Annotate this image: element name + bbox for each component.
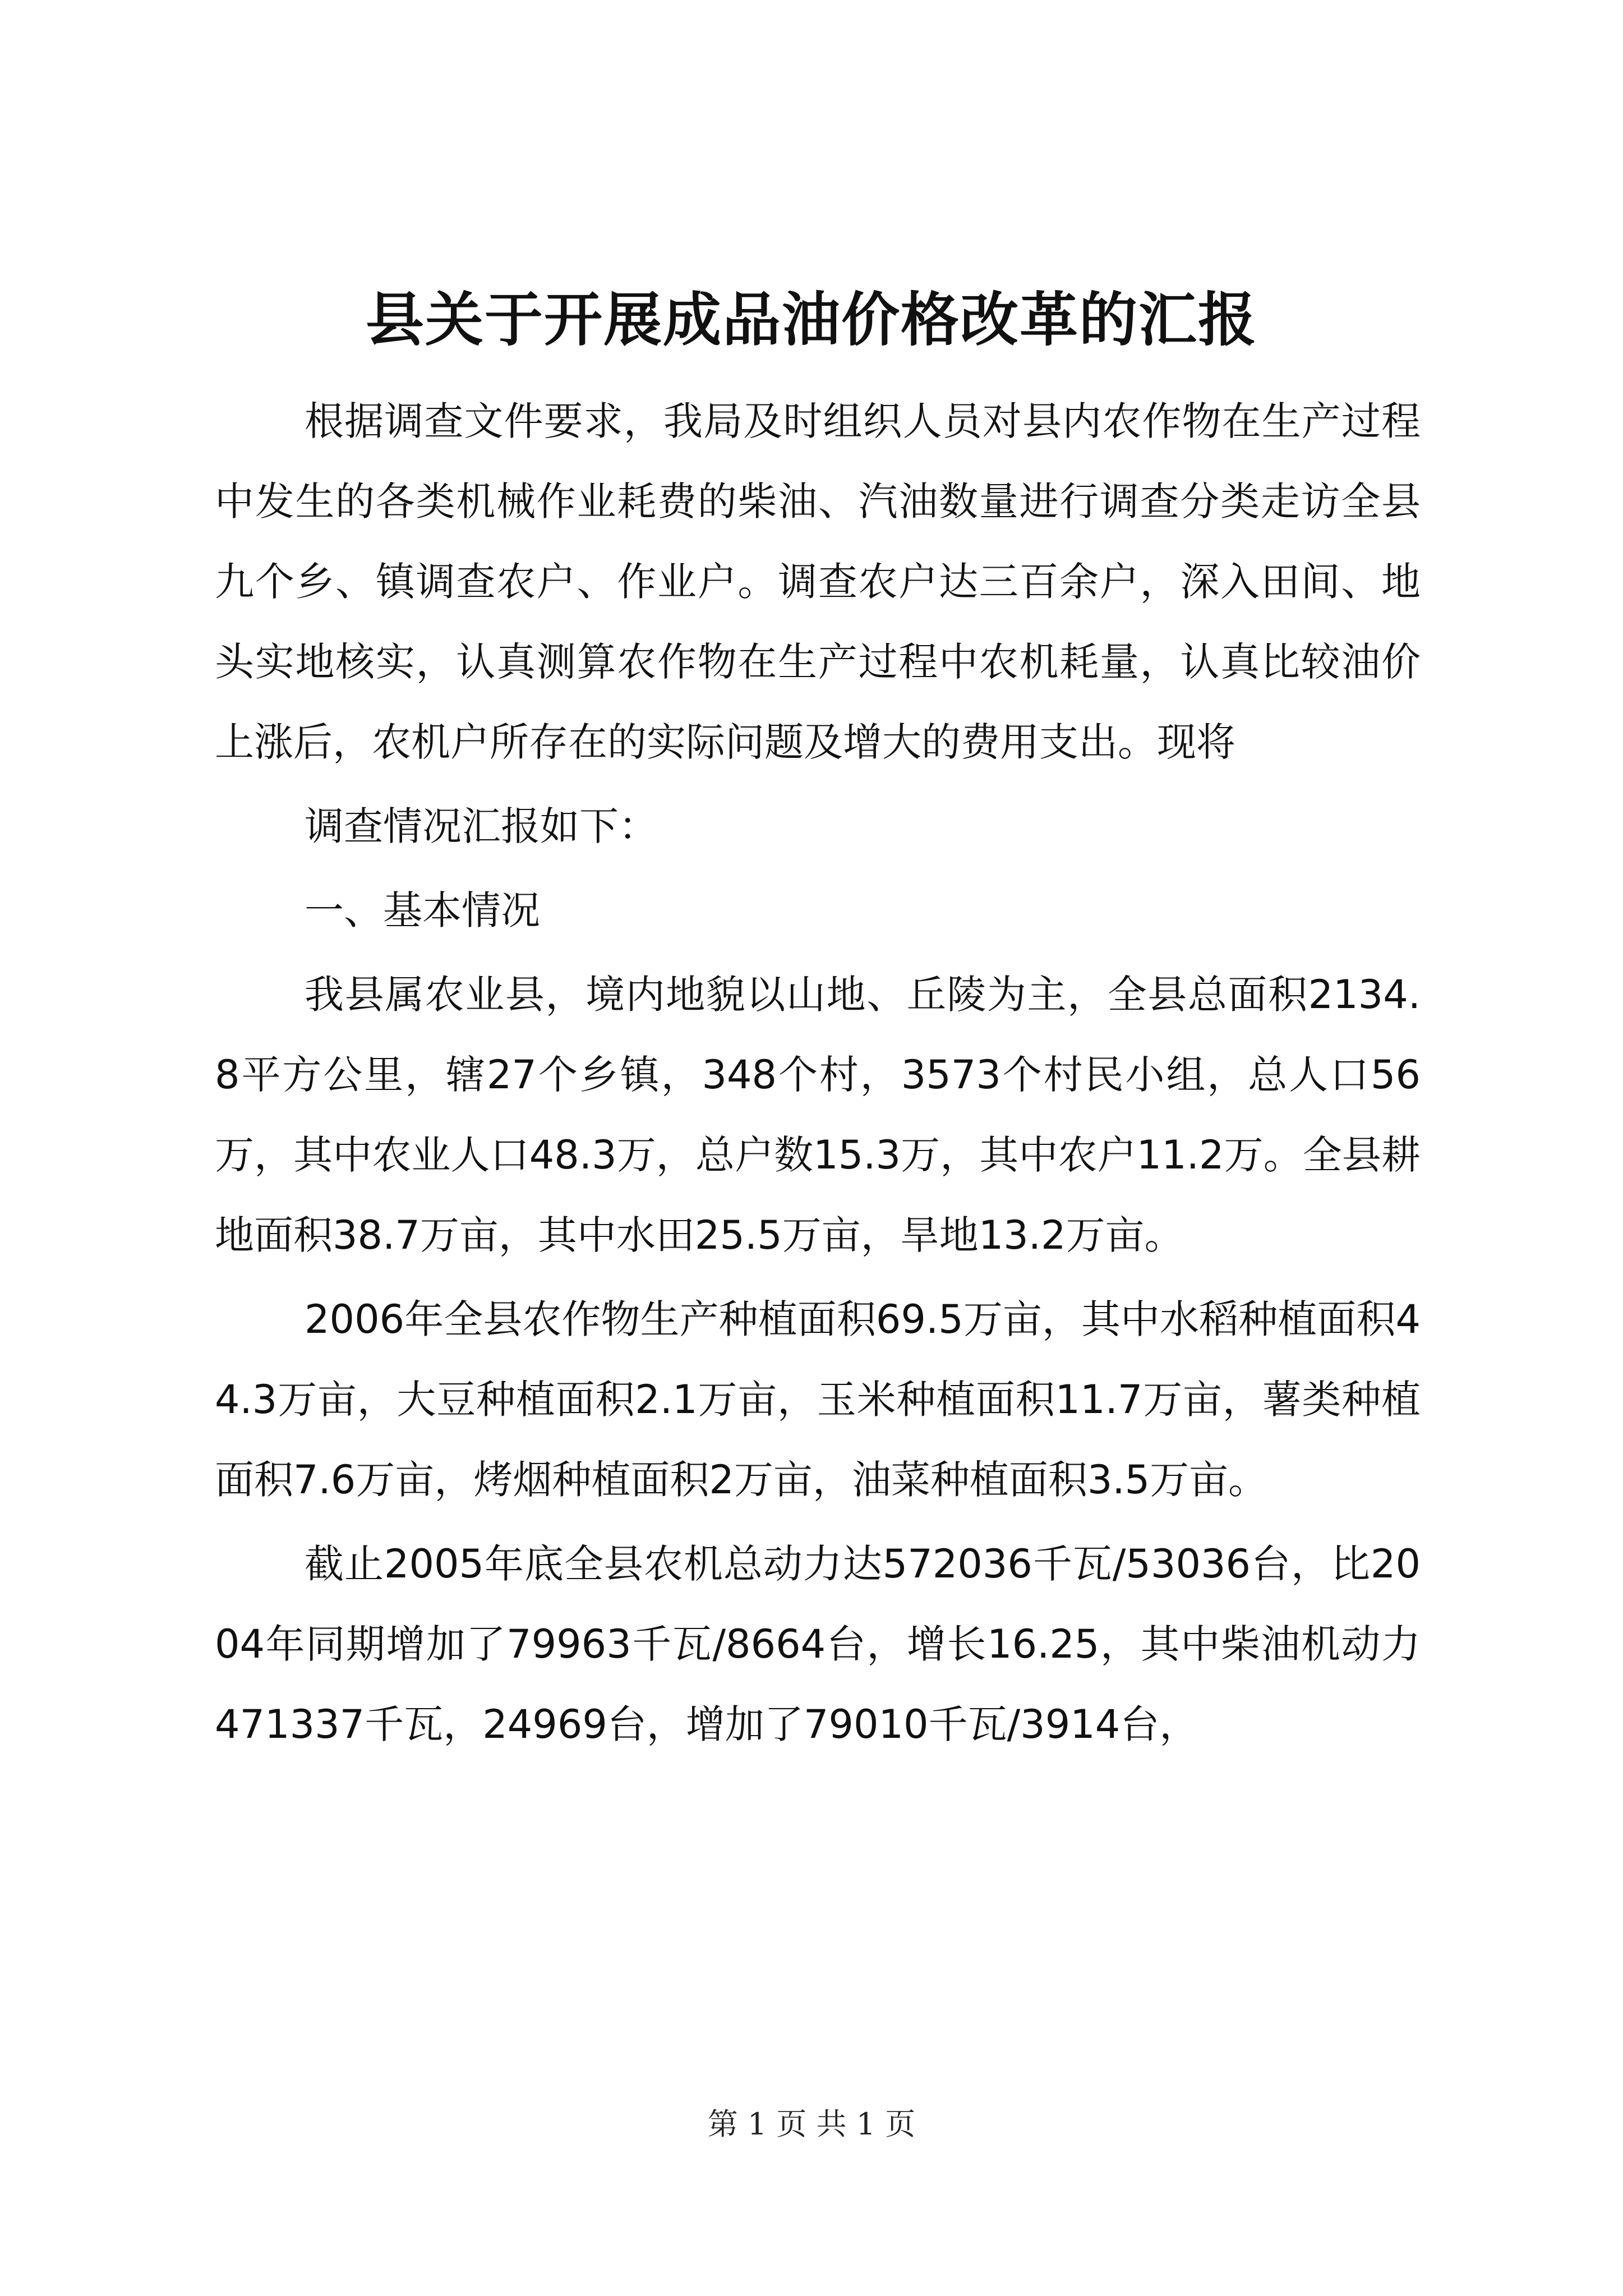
paragraph-report-lead: 调查情况汇报如下： [305,803,658,849]
paragraph-machinery-power: 截止2005年底全县农机总动力达572036千瓦/53036台，比2004年同期增加了79963千瓦/8664台，增长16.25，其中柴油机动力471337千瓦，24969台，增加了79010千瓦/3914台， [215,1541,1421,1747]
section-heading-basic-situation: 一、基本情况 [305,887,540,933]
page-number-footer: 第 1 页 共 1 页 [707,2106,916,2142]
paragraph-county-overview: 我县属农业县，境内地貌以山地、丘陵为主，全县总面积2134.8平方公里，辖27个乡镇，348个村，3573个村民小组，总人口56万，其中农业人口48.3万，总户数15.3万，其中农户11.2万。全县耕地面积38.7万亩，其中水田25.5万亩，旱地13.2万亩。 [215,972,1421,1258]
document-body [215,381,1421,1765]
paragraph-intro: 根据调查文件要求，我局及时组织人员对县内农作物在生产过程中发生的各类机械作业耗费的柴油、汽油数量进行调查分类走访全县九个乡、镇调查农户、作业户。调查农户达三百余户，深入田间、地头实地核实，认真测算农作物在生产过程中农机耗量，认真比较油价上涨后，农机户所存在的实际问题及增大的费用支出。现将 [215,398,1421,765]
document-title: 县关于开展成品油价格改革的汇报 [365,285,1257,354]
paragraph-crop-areas: 2006年全县农作物生产种植面积69.5万亩，其中水稻种植面积44.3万亩，大豆种植面积2.1万亩，玉米种植面积11.7万亩，薯类种植面积7.6万亩，烤烟种植面积2万亩，油菜种植面积3.5万亩。 [215,1296,1421,1503]
